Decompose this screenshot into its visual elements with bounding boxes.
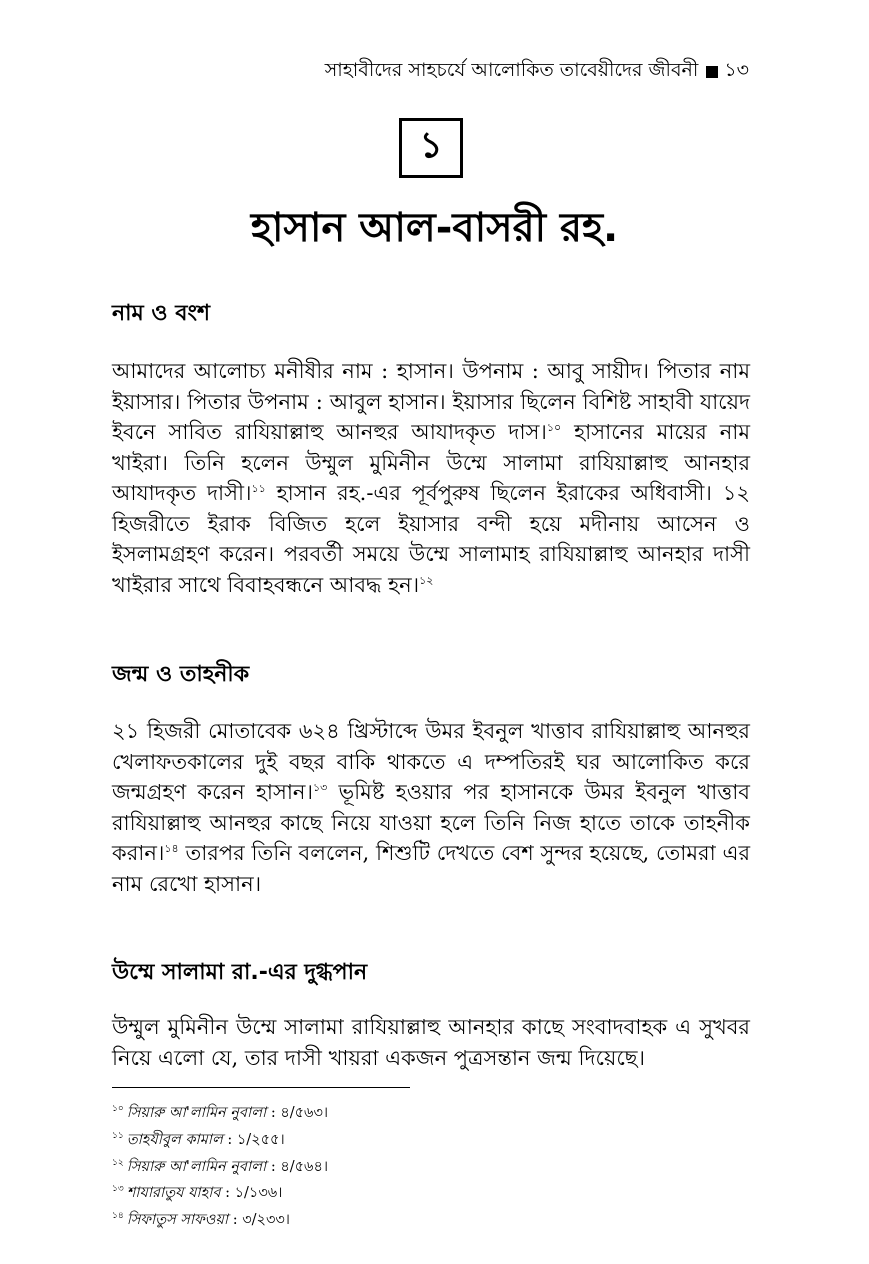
footnote-source: সিয়ারু আ'লামিন নুবালা	[126, 1104, 267, 1121]
section-heading-birth-tahnik: জন্ম ও তাহনীক	[112, 662, 250, 687]
footnote-item	[112, 1098, 752, 1125]
footnote-marker: ১২	[419, 573, 434, 587]
paragraph-birth-tahnik	[112, 716, 750, 899]
paragraph-text: হাসান রহ.-এর পূর্বপুরুষ ছিলেন ইরাকের অধিবাসী। ১২ হিজরীতে ইরাক বিজিত হলে ইয়াসার বন্দী হয়ে মদীনায় আসেন ও ইসলামগ্রহণ করেন। পরবর্তী সময়ে উম্মে সালামাহ রাযিয়াল্লাহু আনহার দাসী খাইরার সাথে বিবাহবন্ধনে আবদ্ধ হন।	[112, 481, 750, 597]
footnote-number: ১১	[112, 1130, 124, 1141]
footnote-number: ১২	[112, 1157, 124, 1168]
paragraph-text: আমাদের আলোচ্য মনীষীর নাম : হাসান। উপনাম : আবু সায়ীদ। পিতার নাম ইয়াসার। পিতার উপনাম : আবুল হাসান। ইয়াসার ছিলেন বিশিষ্ট সাহাবী যায়েদ ইবনে সাবিত রাযিয়াল্লাহু আনহুর আযাদকৃত দাস।	[112, 359, 750, 444]
footnote-item	[112, 1125, 752, 1152]
chapter-number: ১	[419, 125, 443, 166]
paragraph-text: উম্মুল মুমিনীন উম্মে সালামা রাযিয়াল্লাহু আনহার কাছে সংবাদবাহক এ সুখবর নিয়ে এলো যে, তার দাসী খায়রা একজন পুত্রসন্তান জন্ম দিয়েছে।	[112, 1015, 750, 1070]
chapter-number-box	[399, 118, 463, 178]
paragraph-text: হাসানের মায়ের নাম খাইরা। তিনি হলেন উম্মুল মুমিনীন উম্মে সালামা রাযিয়াল্লাহু আনহার আযাদকৃত দাসী।	[112, 420, 750, 505]
chapter-title: হাসান আল-বাসরী রহ.	[250, 205, 619, 251]
section-heading-breastfeeding: উম্মে সালামা রা.-এর দুগ্ধপান	[112, 960, 368, 985]
footnote-ref: : ১/২৫৫।	[222, 1131, 285, 1148]
footnote-ref: : ৪/৫৬৩।	[266, 1104, 329, 1121]
footnote-source: শাযারাতুয যাহাব	[126, 1185, 221, 1202]
footnote-ref: : ১/১৩৬।	[220, 1185, 283, 1202]
footnote-ref: : ৪/৫৬৪।	[266, 1158, 329, 1175]
footnote-item	[112, 1152, 752, 1179]
footnotes	[112, 1098, 752, 1232]
footnote-source: তাহযীবুল কামাল	[126, 1131, 223, 1148]
paragraph-text: ভূমিষ্ট হওয়ার পর হাসানকে উমর ইবনুল খাত্তাব রাযিয়াল্লাহু আনহুর কাছে নিয়ে যাওয়া হলে তিনি নিজ হাতে তাকে তাহনীক করান।	[112, 780, 750, 865]
running-header	[325, 56, 749, 88]
footnote-divider	[112, 1087, 410, 1088]
footnote-number: ১৩	[112, 1184, 124, 1195]
footnote-number: ১৪	[112, 1211, 124, 1222]
footnote-marker: ১৪	[164, 842, 179, 855]
paragraph-name-lineage	[112, 356, 750, 600]
footnote-marker: ১০	[546, 421, 562, 434]
square-bullet-icon	[706, 66, 718, 78]
paragraph-text: ২১ হিজরী মোতাবেক ৬২৪ খ্রিস্টাব্দে উমর ইবনুল খাত্তাব রাযিয়াল্লাহু আনহুর খেলাফতকালের দুই বছর বাকি থাকতে এ দম্পতিরই ঘর আলোকিত করে জন্মগ্রহণ করেন হাসান।	[112, 719, 750, 804]
footnote-marker: ১৩	[312, 781, 328, 794]
page-number: ১৩	[724, 59, 749, 81]
footnote-source: সিয়ারু আ'লামিন নুবালা	[126, 1158, 267, 1175]
paragraph-text: তারপর তিনি বললেন, শিশুটি দেখতে বেশ সুন্দর হয়েছে, তোমরা এর নাম রেখো হাসান।	[112, 841, 750, 896]
footnote-item	[112, 1205, 752, 1232]
paragraph-breastfeeding	[112, 1012, 750, 1073]
footnote-source: সিফাতুস সাফওয়া	[126, 1212, 229, 1229]
footnote-number: ১০	[112, 1104, 124, 1114]
section-heading-name-lineage: নাম ও বংশ	[112, 301, 210, 326]
footnote-ref: : ৩/২৩৩।	[228, 1212, 290, 1229]
footnote-marker: ১১	[251, 482, 266, 495]
running-title: সাহাবীদের সাহচর্যে আলোকিত তাবেয়ীদের জীবনী	[324, 59, 699, 81]
footnote-item	[112, 1178, 752, 1205]
